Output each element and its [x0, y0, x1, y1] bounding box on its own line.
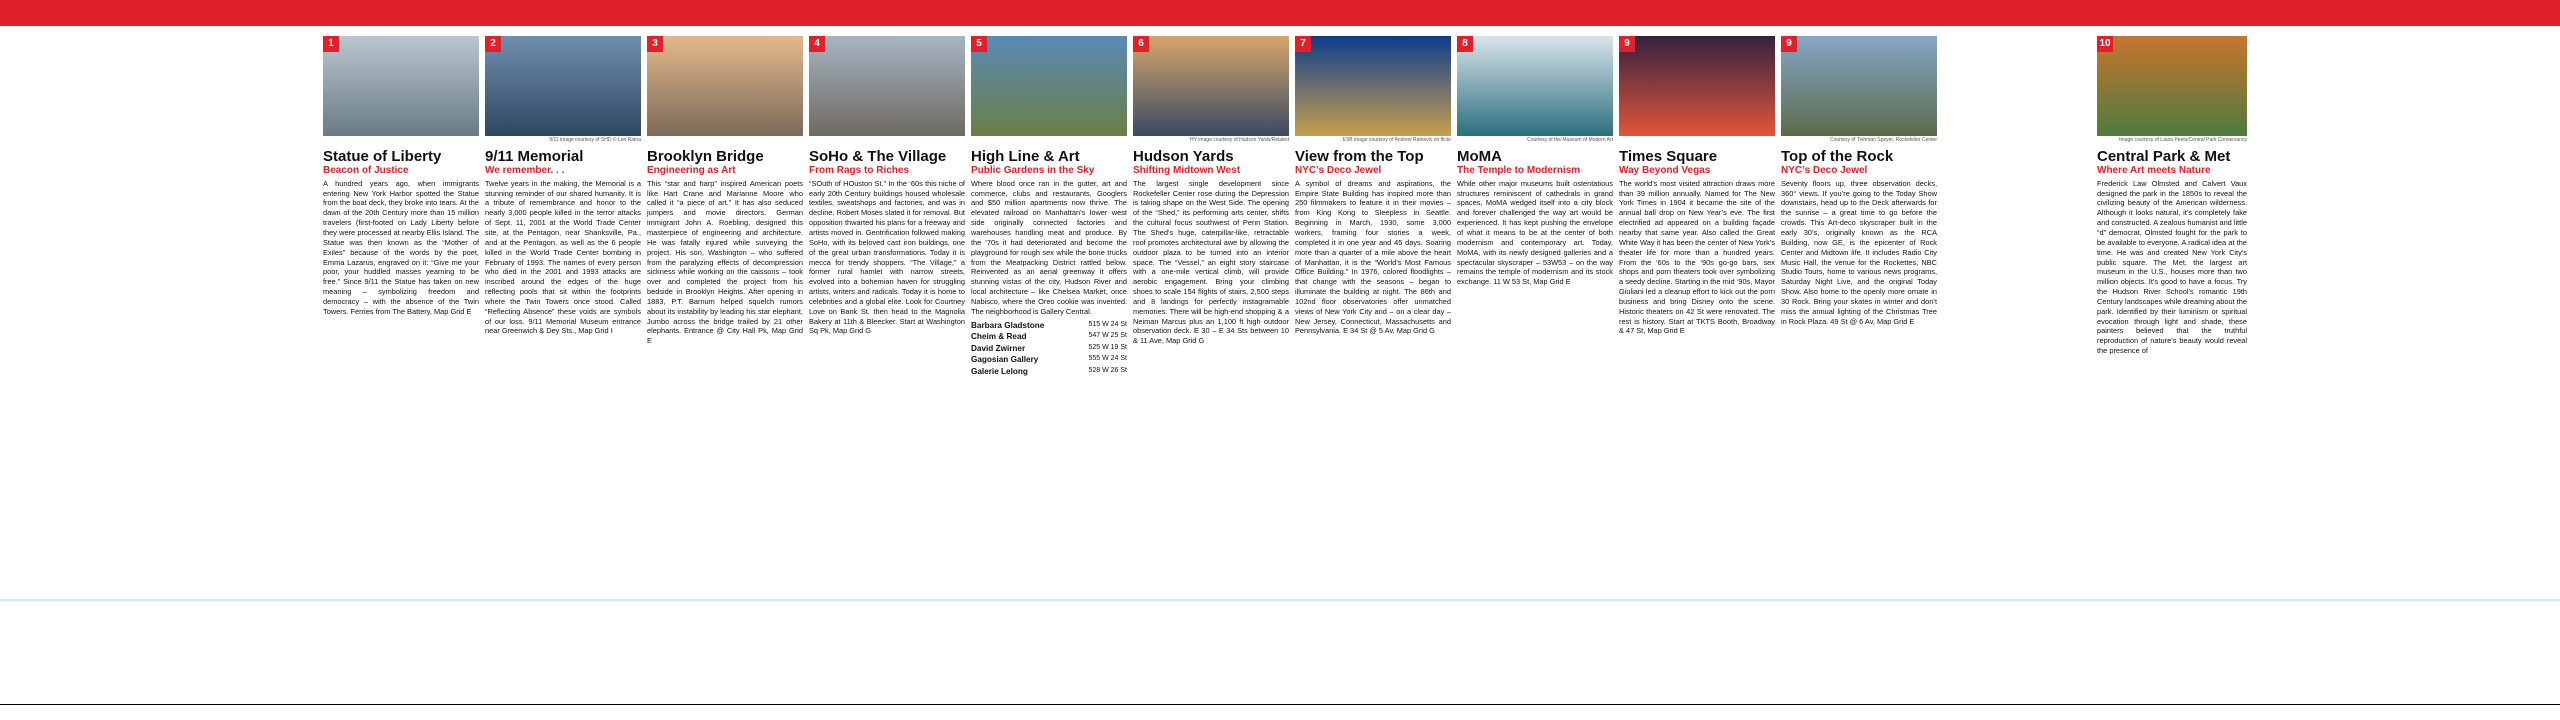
attraction-title: SoHo & The Village [809, 148, 947, 165]
gallery-item: Cheim & Read 547 W 25 St [971, 332, 1127, 342]
attraction-subtitle: Public Gardens in the Sky [971, 164, 1095, 176]
attraction-subtitle: Beacon of Justice [323, 164, 409, 176]
only-in-noo-yawk-panel [2250, 36, 2550, 42]
attraction-text: Frederick Law Olmsted and Calvert Vaux designed the park in the 1850s to reveal the civilizing beauty of the American wilderness. Although it looks natural, it’s completely fake and constructed. A zealous humanist and little “d” democrat, Olmsted fought for the park to be available to everyone. A radical idea at the time. He was and created New York City’s public square. The Met, the largest art museum in the U.S., houses more than two million objects. It’s good to have a focus. Try the Hudson River School’s romantic 19th Century landscapes while dreaming about the park. Identified by their luminism or spiritual evocation through light and shade, these painters believed that the truthful reproduction of nature’s beauty would reveal the presence of [2097, 178, 2247, 356]
attraction-subtitle: From Rags to Riches [809, 164, 910, 176]
attraction-text: “SOuth of HOuston St.” In the ‘60s this niche of early 20th Century buildings housed wholesale textiles, sweatshops and factories, and was in decline. Robert Moses slated it for removal. But opposition thwarted his plans for a freeway and artists moved in. Gentrification followed making SoHo, with its beloved cast iron buildings, one of the great urban transformations. Today it is mecca for trendy shoppers. “The Village,” a former rural hamlet with narrow streets, evolved into a bohemian haven for struggling artists, writers and radicals. Today it is home to celebrities and a global elite. Look for Courtney Love on Bank St. then head to the Magnolia Bakery at 11th & Bleecker. Start at Washington Sq Pk, Map Grid G [809, 178, 965, 336]
attraction-title: Hudson Yards [1133, 148, 1234, 165]
attraction-number: 9 [1781, 36, 1797, 52]
attraction-number: 1 [323, 36, 339, 52]
attraction-photo [809, 36, 965, 136]
attraction-photo [1781, 36, 1937, 136]
attraction-text: The largest single development since Rockefeller Center rose during the Depression is taking shape on the West Side. The opening of the “Shed,” its performing arts center, shifts the cultural focus southwest of Penn Station. The Shed’s huge, caterpillar-like, retractable roof promotes architectural awe by allowing the outdoor plaza to be turned into an interior space. The “Vessel,” an eight story staircase with a one-mile vertical climb, will provide aerobic engagement. Bring your climbing shoes to scale 154 flights of stairs, 2,500 steps and 8 landings for perfectly instagramable memories. There will be high-end shopping & a Neiman Marcus plus an 1,100 ft high outdoor observation deck. E 30 – E 34 Sts between 10 & 11 Ave, Map Grid G [1133, 178, 1289, 346]
attraction-number: 10 [2097, 36, 2113, 52]
photo-caption: Image courtesy of Laura Peets/Central Park Conservancy [2119, 137, 2247, 143]
attraction-number: 9 [1619, 36, 1635, 52]
attraction-title: Statue of Liberty [323, 148, 442, 165]
attraction-title: Times Square [1619, 148, 1718, 165]
attraction-number: 7 [1295, 36, 1311, 52]
attraction-column [809, 36, 965, 336]
attraction-title: High Line & Art [971, 148, 1080, 165]
attraction-column [971, 36, 1127, 377]
attraction-column [1133, 36, 1289, 346]
photo-caption [809, 137, 965, 145]
attraction-title: MoMA [1457, 148, 1502, 165]
attraction-text: A hundred years ago, when immigrants entering New York Harbor spotted the Statue from the boat deck, they broke into tears. At the dawn of the 20th Century more than 15 million travelers (first-footed on Lady Liberty before they were processed at nearby Ellis Island. The Statue was then known as the “Mother of Exiles” because of the words by the poet, Emma Lazarus, engraved on it: “Give me your poor, your huddled masses yearning to be free.” Since 9/11 the Statue has taken on new meaning – symbolizing freedom and democracy – with the absence of the Twin Towers. Ferries from The Battery, Map Grid E [323, 178, 479, 316]
attraction-photo [323, 36, 479, 136]
section-header-bar [0, 0, 2560, 26]
attraction-title: View from the Top [1295, 148, 1424, 165]
attraction-photo [1619, 36, 1775, 136]
attraction-text: A symbol of dreams and aspirations, the Empire State Building has inspired more than 250 filmmakers to feature it in their movies – from King Kong to Sleepless in Seattle. Beginning in March, 1930, some 3,000 workers, framing four stories a week, completed it in one year and 45 days. Soaring more than a quarter of a mile above the heart of Manhattan, it is the “World’s Most Famous Office Building.” In 1976, colored floodlights – that change with the seasons – began to illuminate the building at night. The 86th and 102nd floor observatories offer unmatched views of New York City and – on a clear day – New Jersey, Connecticut, Massachusetts and Pennsylvania. E 34 St @ 5 Av, Map Grid G [1295, 178, 1451, 336]
attraction-text: Seventy floors up, three observation decks, 360° views. If you’re going to the Today Show downstairs, head up to the Deck afterwards for the sunrise – a great time to go before the crowds. This Art-deco skyscraper built in the early 30’s, originally known as the RCA Building, now GE, is the epicenter of Rock Center and Midtown life. It includes Radio City Music Hall, the venue for the Rockettes, NBC Studio Tours, home to various news programs, Saturday Night Live, and the original Today Show. Also home to the openly more ornate in 30 Rock. Bring your skates in winter and don’t miss the annual lighting of the Christmas Tree in Rock Plaza. 49 St @ 6 Av, Map Grid E [1781, 178, 1937, 326]
attraction-subtitle: Shifting Midtown West [1133, 164, 1241, 176]
attraction-photo [2097, 36, 2247, 136]
attraction-column [2097, 36, 2247, 356]
photo-caption [1619, 137, 1775, 145]
attraction-photo [971, 36, 1127, 136]
attraction-photo [485, 36, 641, 136]
attraction-title: Brooklyn Bridge [647, 148, 764, 165]
attraction-number: 5 [971, 36, 987, 52]
attraction-photo [1133, 36, 1289, 136]
attraction-column [323, 36, 479, 317]
photo-caption [647, 137, 803, 145]
photo-caption: Courtesy of the Museum of Modern Art [1527, 137, 1613, 143]
gallery-item: Galerie Lelong 528 W 26 St [971, 366, 1127, 376]
attraction-text: While other major museums built ostentatious structures reminiscent of cathedrals in grand spaces, MoMA wedged itself into a city block and forever challenged the way art would be experienced. It has kept pushing the envelope of what it means to be at the center of both modernism and contemporary art. Today, MoMA, with its newly designed galleries and a spectacular skyscraper – 53W53 – on the way remains the temple of modernism and its stock exchange. 11 W 53 St, Map Grid E [1457, 178, 1613, 287]
attraction-subtitle: The Temple to Modernism [1457, 164, 1581, 176]
attraction-column [485, 36, 641, 336]
attraction-number: 3 [647, 36, 663, 52]
attraction-text: This “star and harp” inspired American poets like Hart Crane and Marianne Moore who called it “a piece of art.” It has also seduced jumpers and movie directors. German immigrant John A. Roebling, designed this masterpiece of engineering and architecture. He was fatally injured while surveying the project. His son, Washington – who suffered from the paralyzing effects of decompression sickness while working on the caissons – took over and completed the project from his bedside in Brooklyn Heights. After opening in 1883, P.T. Barnum helped squelch rumors about its instability by leading his star elephant, Jumbo across the bridge trailed by 21 other elephants. Entrance @ City Hall Pk, Map Grid E [647, 178, 803, 346]
photo-caption: ESB image courtesy of Andrew Ratnevic on flickr [1342, 137, 1451, 143]
attraction-title: Central Park & Met [2097, 148, 2231, 165]
photo-caption: Courtesy of Tishman Speyer, Rockefeller Center [1830, 137, 1937, 143]
attraction-column [647, 36, 803, 346]
attraction-text: Twelve years in the making, the Memorial is a stunning reminder of our shared humanity. It is a tribute of remembrance and honor to the nearly 3,000 people killed in the terror attacks of Sept. 11, 2001 at the World Trade Center site, at the Pentagon, near Shanksville, Pa., and at the Pentagon, as well as the 6 people killed in the World Trade Center bombing in February of 1993. The names of every person who died in the 2001 and 1993 attacks are inscribed around the edges of the huge reflecting pools that sit within the footprints where the Twin Towers once stood. Called “Reflecting Absence” these voids are symbols of our loss. 9/11 Memorial Museum entrance near Greenwich & Dey Sts., Map Grid I [485, 178, 641, 336]
attraction-subtitle: Where Art meets Nature [2097, 164, 2211, 176]
attraction-subtitle: Way Beyond Vegas [1619, 164, 1711, 176]
attraction-photo [1457, 36, 1613, 136]
distance-ruler [0, 704, 2560, 720]
attraction-text: Where blood once ran in the gutter, art and commerce, clubs and restaurants, Googlers and $50 million apartments now thrive. The elevated railroad on Manhattan’s lower west side originally connected factories and warehouses handling meat and produce. By the ‘70s it had deteriorated and become the playground for rough sex while the bone trucks from the Meatpacking District rattled below. Reinvented as an aerial greenway it offers stunning vistas of the city, Hudson River and local architecture – like Chelsea Market, once Nabisco, where the Oreo cookie was invented. The neighborhood is Gallery Central. [971, 178, 1127, 316]
attraction-column [1619, 36, 1775, 336]
attraction-subtitle: NYC’s Deco Jewel [1781, 164, 1868, 176]
attraction-subtitle: Engineering as Art [647, 164, 736, 176]
attraction-photo [647, 36, 803, 136]
attraction-subtitle: NYC’s Deco Jewel [1295, 164, 1382, 176]
attraction-number: 2 [485, 36, 501, 52]
skyline-illustration [0, 440, 2560, 710]
attraction-number: 6 [1133, 36, 1149, 52]
photo-caption [971, 137, 1127, 145]
attraction-column [1457, 36, 1613, 287]
attraction-title: Top of the Rock [1781, 148, 1894, 165]
attraction-number: 4 [809, 36, 825, 52]
photo-caption: HY image courtesy of Hudson Yards/Related [1190, 137, 1289, 143]
photo-caption: 9/11 image courtesy of SHD © Len Ratna [549, 137, 641, 143]
photo-caption [323, 137, 479, 145]
gallery-item: Barbara Gladstone 515 W 24 St [971, 320, 1127, 330]
gallery-item: David Zwirner 525 W 19 St [971, 343, 1127, 353]
attraction-column [1295, 36, 1451, 336]
attraction-column [1781, 36, 1937, 326]
attraction-text: The world’s most visited attraction draws more than 39 million annually. Named for The New York Times in 1904 it became the site of the annual ball drop on New Year’s eve. The first electrified ad appeared on a building façade nearby that same year. Also called the Great White Way it has been the center of New York’s theater life for more than a hundred years. From the ‘60s to the ‘90s go-go bars, sex shops and porn theaters took over symbolizing a seedy decline. Starting in the mid ‘90s, Mayor Giuliani led a cleanup effort to kick out the porn business and bring Disney onto the scene. Historic theaters on 42 St were renovated. The rest is history. Start at TKTS Booth, Broadway & 47 St, Map Grid E [1619, 178, 1775, 336]
attraction-number: 8 [1457, 36, 1473, 52]
gallery-list [971, 320, 1127, 377]
gallery-item: Gagosian Gallery 555 W 24 St [971, 355, 1127, 365]
attraction-subtitle: We remember. . . [485, 164, 565, 176]
attraction-photo [1295, 36, 1451, 136]
attraction-title: 9/11 Memorial [485, 148, 584, 165]
